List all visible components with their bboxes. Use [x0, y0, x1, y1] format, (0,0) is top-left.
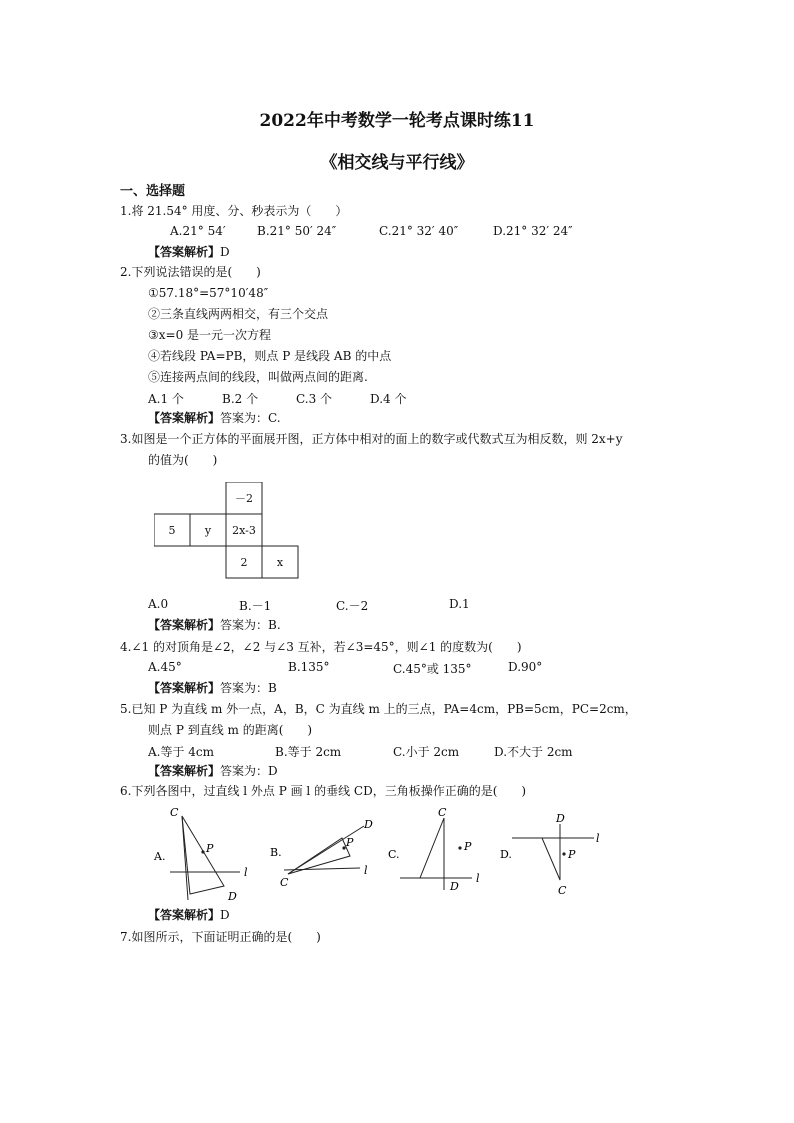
- q3-option-a: A.0: [148, 597, 169, 611]
- figure-b-point-p: P: [346, 836, 354, 849]
- q5-option-d: D.不大于 2cm: [494, 745, 573, 759]
- figure-a-point-d: D: [228, 890, 237, 902]
- q3-stem-line1: 3.如图是一个正方体的平面展开图，正方体中相对的面上的数字或代数式互为相反数，则 2x+y: [120, 432, 623, 446]
- q2-item-1: ①57.18°=57°10′48″: [148, 286, 269, 300]
- figure-d-label: D.: [500, 848, 512, 861]
- figure-a-label: A.: [154, 850, 166, 863]
- q2-answer: 【答案解析】答案为：C.: [148, 411, 281, 425]
- q5-stem-line1: 5.已知 P 为直线 m 外一点，A，B，C 为直线 m 上的三点，PA=4cm，PB=5cm，PC=2cm，: [120, 702, 637, 716]
- net-cell-5: 5: [168, 523, 176, 537]
- q5-answer: 【答案解析】答案为：D: [148, 764, 278, 778]
- page-title: 2022年中考数学一轮考点课时练11: [259, 111, 535, 131]
- q5-stem-line2: 则点 P 到直线 m 的距离( ): [148, 723, 313, 737]
- q6-answer: 【答案解析】D: [148, 908, 230, 922]
- q4-stem: 4.∠1 的对顶角是∠2，∠2 与∠3 互补，若∠3=45°，则∠1 的度数为( ): [120, 640, 522, 654]
- q3-answer: 【答案解析】答案为：B.: [148, 618, 281, 632]
- q5-option-c: C.小于 2cm: [393, 745, 460, 759]
- figure-d-point-p: P: [568, 848, 576, 861]
- figure-b-label: B.: [270, 846, 282, 859]
- q4-option-a: A.45°: [148, 660, 182, 674]
- figure-b-point-c: C: [280, 876, 289, 889]
- figure-c-point-d: D: [450, 880, 459, 893]
- q6-figure-a: [148, 802, 253, 905]
- figure-a-svg: [148, 802, 253, 902]
- figure-d-point-c: C: [558, 884, 567, 897]
- figure-d-svg: [498, 806, 608, 898]
- q2-item-3: ③x=0 是一元一次方程: [148, 328, 272, 342]
- figure-c-point-p: P: [464, 840, 472, 853]
- answer-label: 【答案解析】: [148, 245, 221, 259]
- q4-answer: 【答案解析】答案为：B: [148, 681, 277, 695]
- q1-option-b: B.21° 50′ 24″: [257, 224, 337, 238]
- q3-option-c: C.－2: [336, 599, 369, 613]
- q6-figure-c: [386, 806, 496, 899]
- q5-option-b: B.等于 2cm: [275, 745, 342, 759]
- q1-answer: [148, 244, 230, 260]
- q2-item-4: ④若线段 PA=PB，则点 P 是线段 AB 的中点: [148, 349, 392, 363]
- q4-option-b: B.135°: [288, 660, 330, 674]
- q2-stem: 2.下列说法错误的是( ): [120, 265, 261, 279]
- q2-item-5: ⑤连接两点间的线段，叫做两点间的距离.: [148, 370, 368, 384]
- q7-stem: 7.如图所示，下面证明正确的是( ): [120, 930, 321, 944]
- q1-option-a: A.21° 54′: [170, 224, 226, 238]
- figure-c-svg: [386, 806, 496, 896]
- net-cell-2: 2: [240, 555, 248, 569]
- figure-b-line-l: l: [364, 864, 368, 877]
- q2-option-d: D.4 个: [370, 392, 407, 406]
- figure-b-point-d: D: [364, 818, 373, 831]
- page-subtitle: 《相交线与平行线》: [320, 153, 474, 173]
- q1-option-c: C.21° 32′ 40″: [379, 224, 459, 238]
- q2-option-b: B.2 个: [222, 392, 259, 406]
- q6-figure-d: [498, 806, 608, 901]
- answer-text: D: [220, 245, 230, 259]
- figure-c-point-c: C: [438, 806, 447, 819]
- section-heading: 一、选择题: [120, 184, 186, 199]
- q1-option-d: D.21° 32′ 24″: [493, 224, 573, 238]
- q4-option-c: C.45°或 135°: [393, 662, 472, 676]
- figure-a-point-c: C: [170, 806, 179, 819]
- figure-a-line-l: l: [244, 866, 248, 879]
- figure-d-point-d: D: [556, 812, 565, 825]
- q5-option-a: A.等于 4cm: [148, 745, 215, 759]
- q6-figure-b: [268, 812, 378, 895]
- q3-option-d: D.1: [449, 597, 470, 611]
- q6-stem: 6.下列各图中，过直线 l 外点 P 画 l 的垂线 CD，三角板操作正确的是( ): [120, 784, 527, 798]
- net-cell-top: －2: [235, 492, 253, 505]
- net-cell-y: y: [204, 523, 212, 537]
- q3-stem-line2: 的值为( ): [148, 453, 218, 467]
- q1-stem: 1.将 21.54° 用度、分、秒表示为（ ）: [120, 204, 348, 218]
- figure-d-line-l: l: [596, 832, 600, 845]
- figure-c-line-l: l: [476, 872, 480, 885]
- figure-c-label: C.: [388, 848, 400, 861]
- q2-item-2: ②三条直线两两相交，有三个交点: [148, 307, 329, 321]
- net-cell-x: x: [276, 555, 284, 569]
- figure-a-point-p: P: [206, 842, 214, 855]
- net-cell-2x-3: 2x-3: [232, 523, 256, 537]
- figure-b-svg: [268, 812, 378, 892]
- q4-option-d: D.90°: [508, 660, 543, 674]
- q2-option-c: C.3 个: [296, 392, 333, 406]
- q2-option-a: A.1 个: [148, 392, 184, 406]
- q3-option-b: B.－1: [239, 599, 272, 613]
